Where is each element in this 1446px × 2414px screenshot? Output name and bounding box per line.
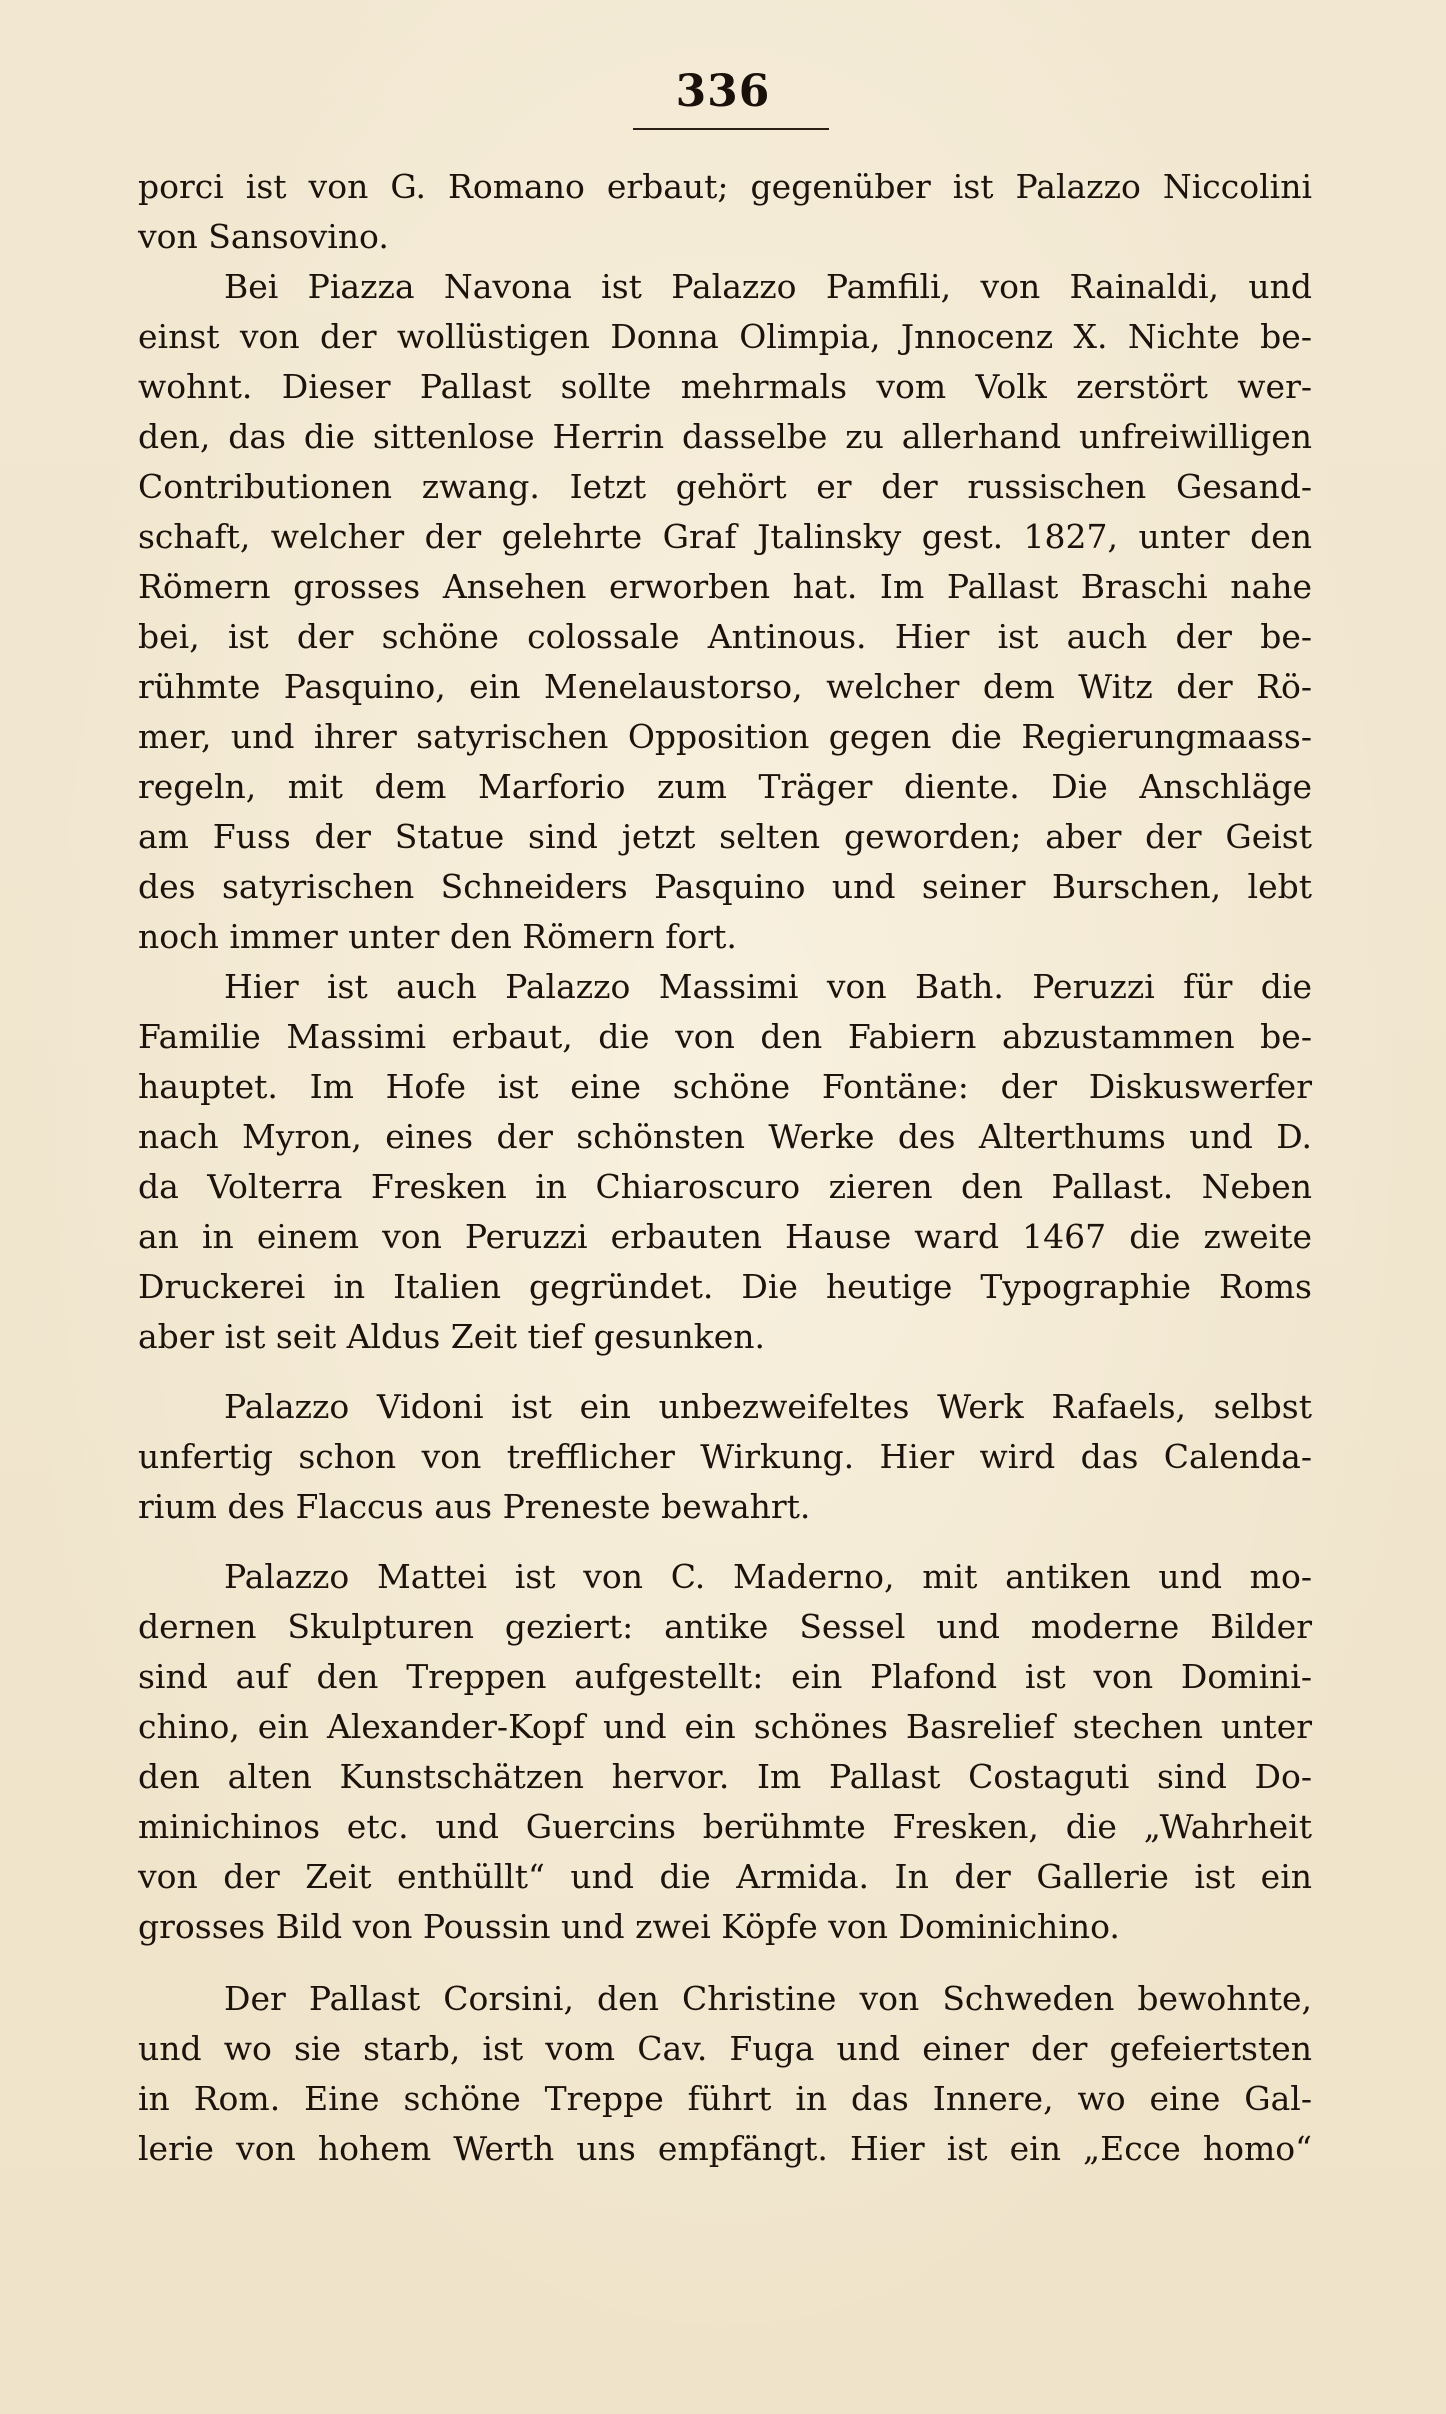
text-line: Der Pallast Corsini, den Christine von Schweden bewohnte,: [224, 1979, 1312, 2018]
text-line: Palazzo Mattei ist von C. Maderno, mit antiken und mo-: [224, 1557, 1312, 1596]
text-line: Druckerei in Italien gegründet. Die heutige Typographie Roms: [138, 1267, 1312, 1306]
text-line: den, das die sittenlose Herrin dasselbe zu allerhand unfreiwilligen: [138, 417, 1312, 456]
text-line: rium des Flaccus aus Preneste bewahrt.: [138, 1487, 811, 1526]
page-number: 336: [675, 66, 771, 117]
text-line: minichinos etc. und Guercins berühmte Fresken, die „Wahrheit: [138, 1807, 1312, 1846]
text-line: von Sansovino.: [138, 217, 389, 256]
text-line: hauptet. Im Hofe ist eine schöne Fontäne: der Diskuswerfer: [138, 1067, 1312, 1106]
text-line: dernen Skulpturen geziert: antike Sessel und moderne Bilder: [138, 1607, 1312, 1646]
text-line: Familie Massimi erbaut, die von den Fabiern abzustammen be-: [138, 1017, 1312, 1056]
text-line: den alten Kunstschätzen hervor. Im Pallast Costaguti sind Do-: [138, 1757, 1312, 1796]
header-rule: [633, 128, 829, 130]
text-line: porci ist von G. Romano erbaut; gegenüber ist Palazzo Niccolini: [138, 167, 1312, 206]
text-line: Contributionen zwang. Ietzt gehört er der russischen Gesand-: [138, 467, 1312, 506]
text-line: rühmte Pasquino, ein Menelaustorso, welcher dem Witz der Rö-: [138, 667, 1312, 706]
text-line: und wo sie starb, ist vom Cav. Fuga und einer der gefeiertsten: [138, 2029, 1312, 2068]
text-line: Römern grosses Ansehen erworben hat. Im Pallast Braschi nahe: [138, 567, 1312, 606]
text-line: Bei Piazza Navona ist Palazzo Pamfili, von Rainaldi, und: [224, 267, 1312, 306]
text-line: schaft, welcher der gelehrte Graf Jtalinsky gest. 1827, unter den: [138, 517, 1312, 556]
text-line: am Fuss der Statue sind jetzt selten geworden; aber der Geist: [138, 817, 1312, 856]
text-line: wohnt. Dieser Pallast sollte mehrmals vom Volk zerstört wer-: [138, 367, 1312, 406]
text-line: lerie von hohem Werth uns empfängt. Hier ist ein „Ecce homo“: [138, 2129, 1312, 2168]
text-line: an in einem von Peruzzi erbauten Hause ward 1467 die zweite: [138, 1217, 1312, 1256]
text-line: Hier ist auch Palazzo Massimi von Bath. Peruzzi für die: [224, 967, 1312, 1006]
text-line: sind auf den Treppen aufgestellt: ein Plafond ist von Domini-: [138, 1657, 1312, 1696]
text-line: chino, ein Alexander-Kopf und ein schönes Basrelief stechen unter: [138, 1707, 1312, 1746]
text-line: grosses Bild von Poussin und zwei Köpfe von Dominichino.: [138, 1907, 1120, 1946]
text-line: nach Myron, eines der schönsten Werke des Alterthums und D.: [138, 1117, 1312, 1156]
text-line: des satyrischen Schneiders Pasquino und seiner Burschen, lebt: [138, 867, 1312, 906]
text-line: von der Zeit enthüllt“ und die Armida. In der Gallerie ist ein: [138, 1857, 1312, 1896]
text-line: Palazzo Vidoni ist ein unbezweifeltes Werk Rafaels, selbst: [224, 1387, 1312, 1426]
text-line: einst von der wollüstigen Donna Olimpia, Jnnocenz X. Nichte be-: [138, 317, 1312, 356]
text-line: unfertig schon von trefflicher Wirkung. Hier wird das Calenda-: [138, 1437, 1312, 1476]
text-line: regeln, mit dem Marforio zum Träger diente. Die Anschläge: [138, 767, 1312, 806]
text-line: aber ist seit Aldus Zeit tief gesunken.: [138, 1317, 765, 1356]
text-line: bei, ist der schöne colossale Antinous. Hier ist auch der be-: [138, 617, 1312, 656]
text-line: mer, und ihrer satyrischen Opposition gegen die Regierungmaass-: [138, 717, 1312, 756]
text-line: in Rom. Eine schöne Treppe führt in das Innere, wo eine Gal-: [138, 2079, 1312, 2118]
text-line: da Volterra Fresken in Chiaroscuro zieren den Pallast. Neben: [138, 1167, 1312, 1206]
text-line: noch immer unter den Römern fort.: [138, 917, 737, 956]
